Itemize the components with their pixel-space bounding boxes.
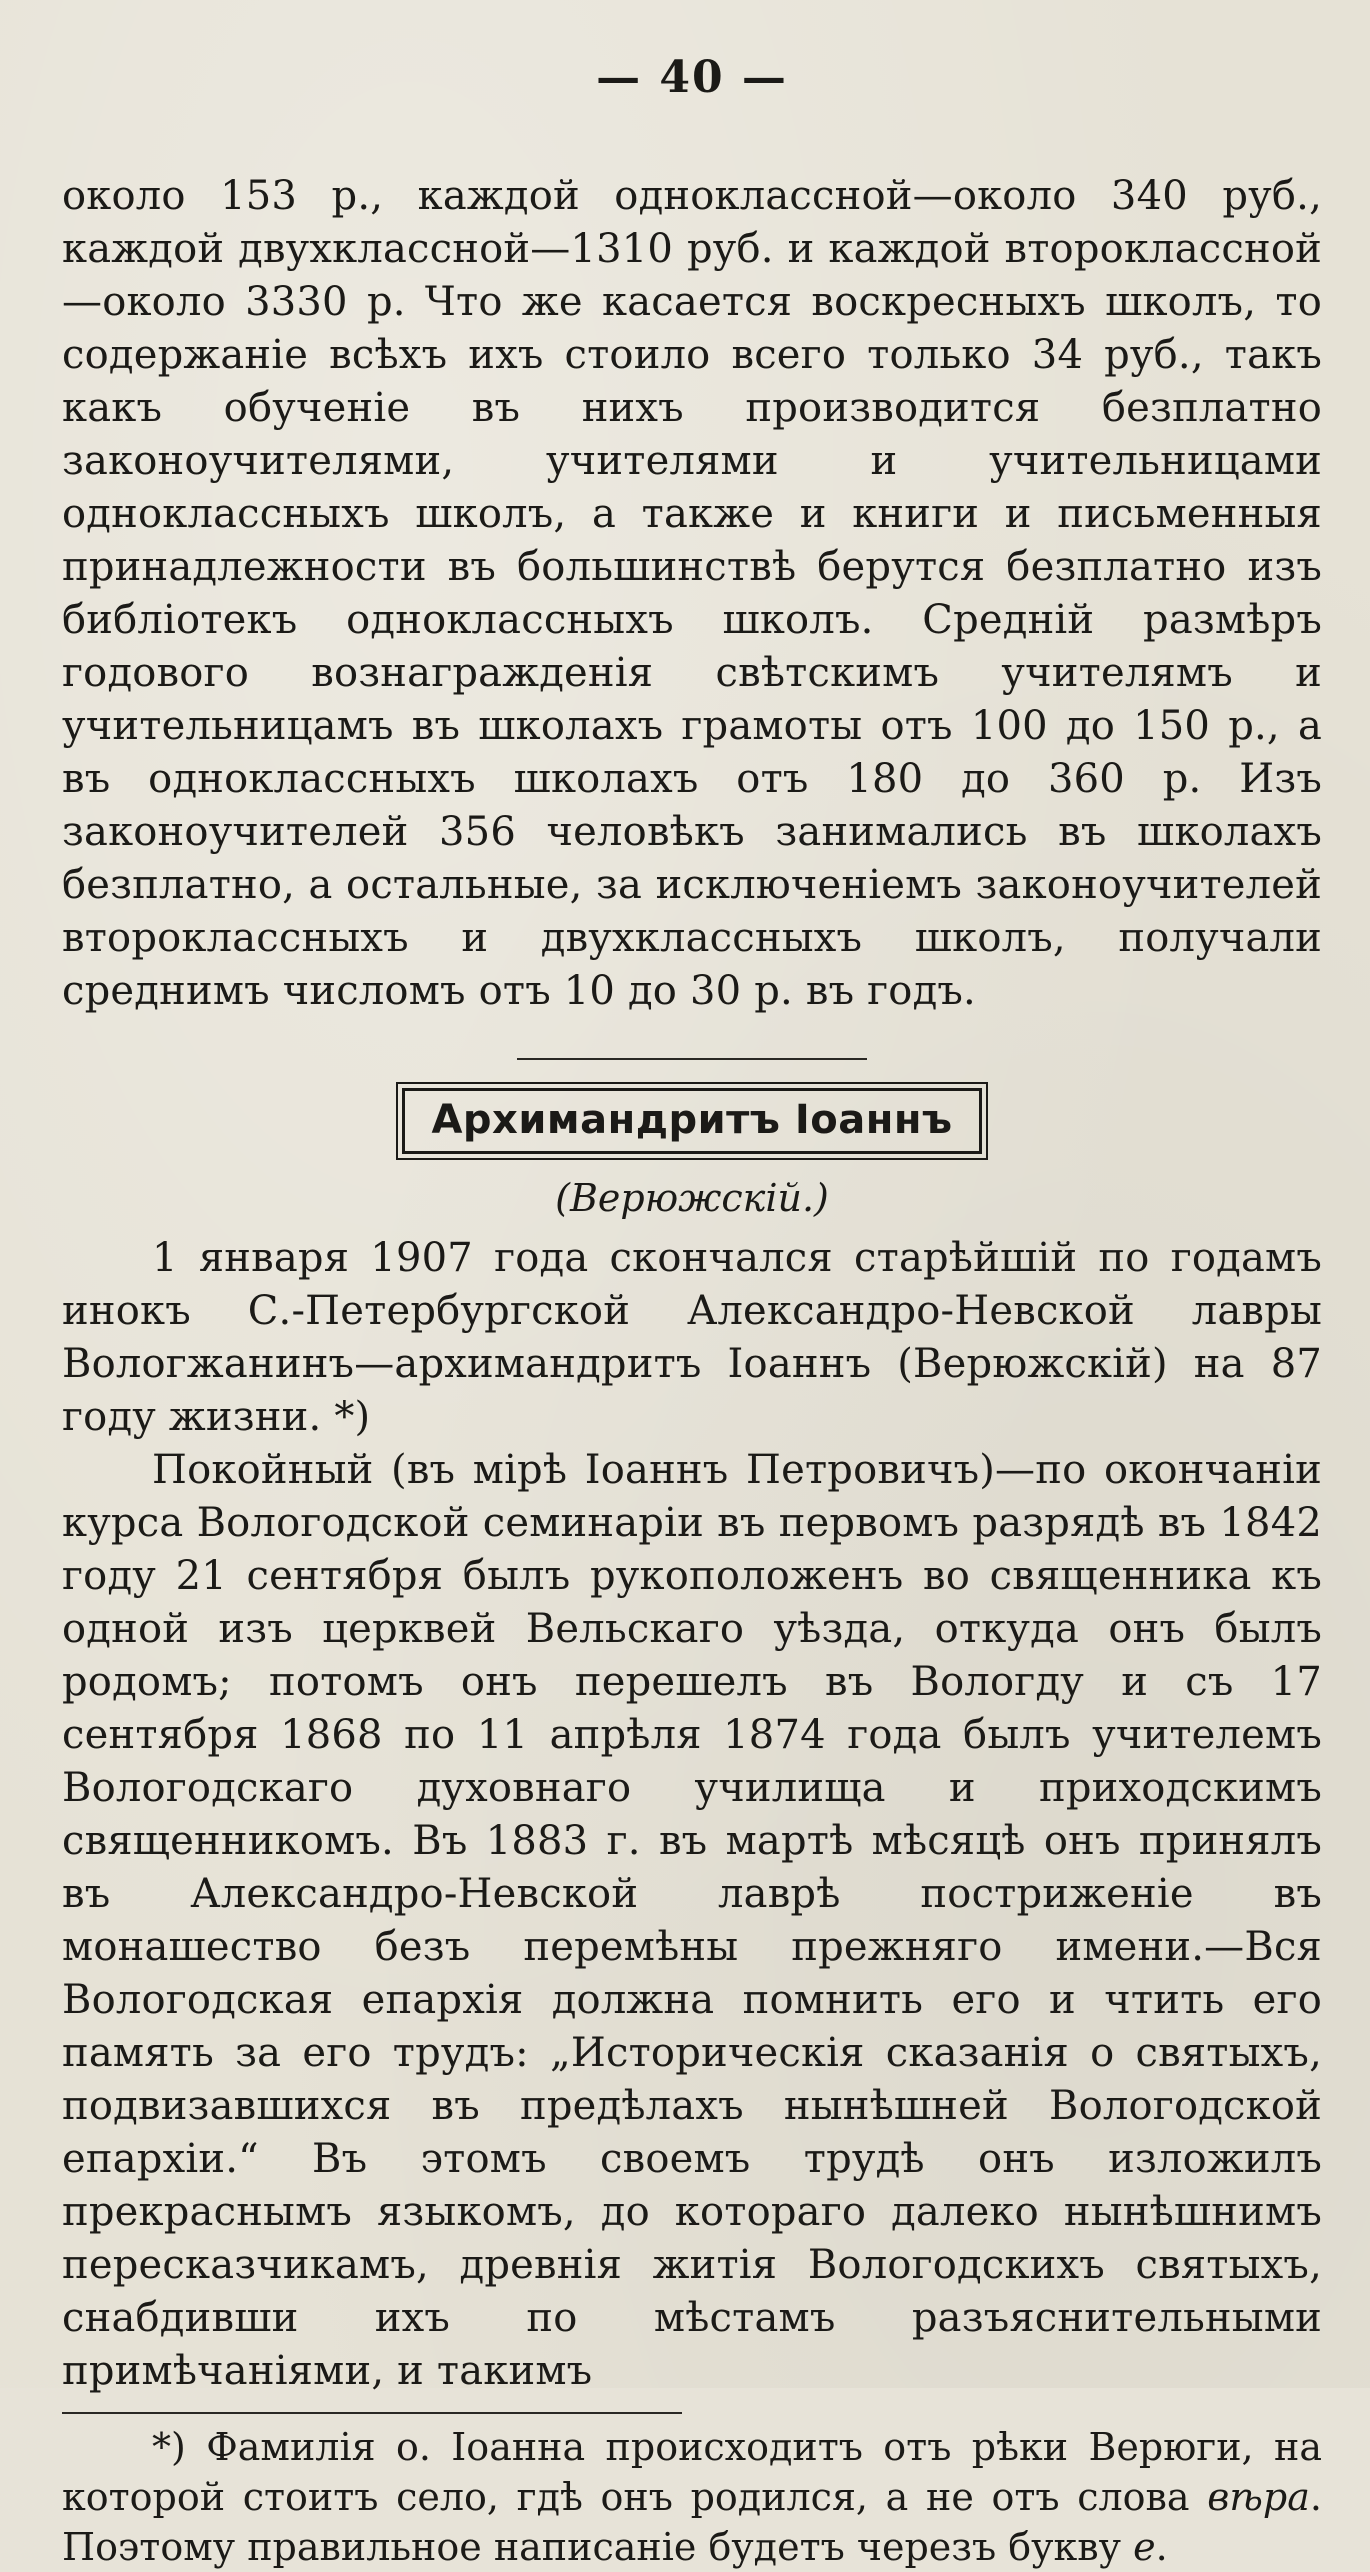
footnote-separator bbox=[62, 2412, 682, 2414]
footnote-text-after: . bbox=[1155, 2525, 1168, 2569]
paragraph-biography: Покойный (въ мірѣ Іоаннъ Петровичъ)—по окончаніи курса Вологодской семинаріи въ первомъ разрядѣ въ 1842 году 21 сентября былъ рукоположенъ во священника къ одной изъ церквей Вельскаго уѣзда, откуда онъ былъ родомъ; потомъ онъ перешелъ въ Вологду и съ 17 сентября 1868 по 11 апрѣля 1874 года былъ учителемъ Вологодскаго духовнаго училища и приходскимъ священникомъ. Въ 1883 г. въ мартѣ мѣсяцѣ онъ принялъ въ Александро-Невской лаврѣ постриженіе въ монашество безъ перемѣны прежняго имени.—Вся Вологодская епархія должна помнить его и чтить его память за его трудъ: „Историческія сказанія о святыхъ, подвизавшихся въ предѣлахъ нынѣшней Вологодской епархіи.“ Въ этомъ своемъ трудѣ онъ изложилъ прекраснымъ языкомъ, до котораго далеко нынѣшнимъ пересказчикамъ, древнія житія Вологодскихъ святыхъ, снабдивши ихъ по мѣстамъ разъяснительными примѣчаніями, и такимъ bbox=[62, 1447, 1322, 2394]
section-separator bbox=[517, 1058, 867, 1060]
footnote-italic-word-vera: вѣра bbox=[1207, 2475, 1310, 2519]
paragraph-school-expenses: около 153 р., каждой одноклассной—около 340 руб., каждой двухклассной—1310 руб. и каждой второклассной—около 3330 р. Что же касается воскресныхъ школъ, то содержаніе всѣхъ ихъ стоило всего только 34 руб., такъ какъ обученіе въ нихъ производится безплатно законоучителями, учителями и учительницами одноклассныхъ школъ, а также и книги и письменныя принадлежности въ большинствѣ берутся безплатно изъ библіотекъ одноклассныхъ школъ. Средній размѣръ годового вознагражденія свѣтскимъ учителямъ и учительницамъ въ школахъ грамоты отъ 100 до 150 р., а въ одноклассныхъ школахъ отъ 180 до 360 р. Изъ законоучителей 356 человѣкъ занимались въ школахъ безплатно, а остальные, за исключеніемъ законоучителей второклассныхъ и двухклассныхъ школъ, получали среднимъ числомъ отъ 10 до 30 р. въ годъ. bbox=[62, 173, 1322, 1014]
article-heading: Архимандритъ Іоаннъ bbox=[402, 1088, 981, 1154]
footnote bbox=[62, 2422, 1322, 2572]
page-number: — 40 — bbox=[596, 52, 788, 103]
footnote-text-before: *) Фамилія о. Іоанна происходитъ отъ рѣки Верюги, на которой стоитъ село, гдѣ онъ родился, а не отъ слова bbox=[62, 2425, 1322, 2519]
footnote-italic-letter-e: е bbox=[1133, 2525, 1156, 2569]
article-subheading: (Верюжскій.) bbox=[555, 1176, 829, 1220]
footnote-text-middle: . Поэтому правильное написаніе будетъ черезъ букву bbox=[62, 2475, 1322, 2569]
paragraph-death-notice: 1 января 1907 года скончался старѣйшій по годамъ инокъ С.-Петербургской Александро-Невской лавры Вологжанинъ—архимандритъ Іоаннъ (Верюжскій) на 87 году жизни. *) bbox=[62, 1235, 1322, 1440]
